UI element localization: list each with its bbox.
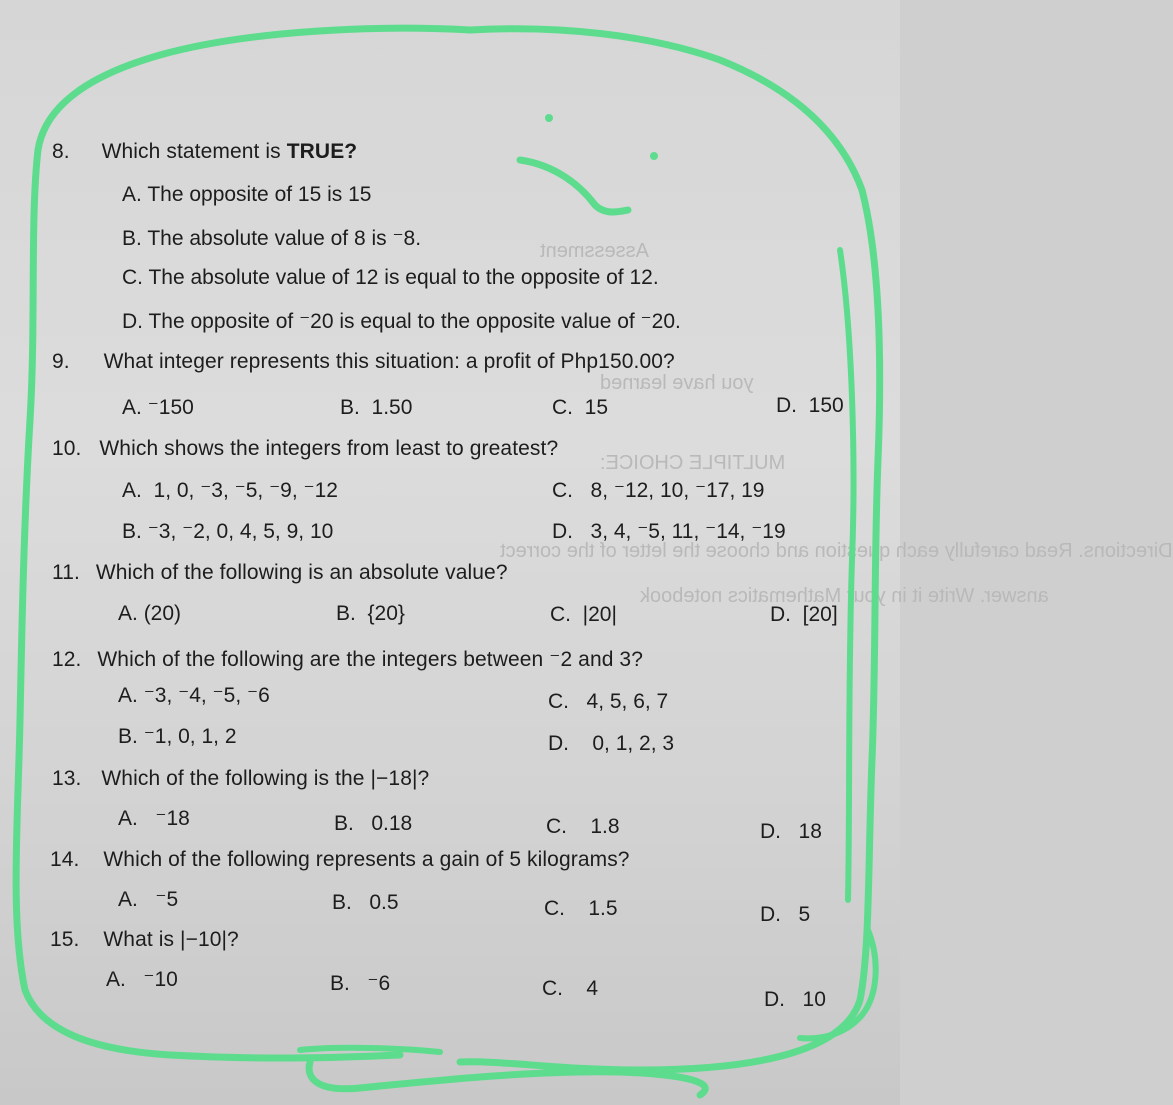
option-text: 10 [802,988,826,1011]
option-10c [552,478,764,503]
option-text: The absolute value of 8 is ⁻8. [147,227,422,250]
option-letter: D. [764,988,785,1011]
question-number: 11. [52,561,80,584]
option-9d [776,394,844,418]
option-text: (20) [143,602,182,625]
question-number: 14. [50,848,80,871]
option-letter: C. [122,266,143,289]
option-text: The opposite of ⁻20 is equal to the opposite value of ⁻20. [148,310,681,333]
option-text: 15 [584,396,609,419]
option-text: 0.5 [369,891,399,914]
option-text: 18 [798,820,822,843]
question-number: 15. [50,928,80,951]
question-number: 9. [52,350,70,373]
option-letter: C. [548,690,569,713]
option-12b [118,724,237,749]
option-letter: D. [770,603,791,626]
option-letter: B. [332,891,352,914]
option-letter: C. [552,396,573,419]
option-15b [330,971,390,996]
option-letter: B. [118,725,138,748]
option-letter: C. [542,977,563,1000]
question-11 [52,561,508,585]
option-text: {20} [367,602,405,625]
option-10a [122,478,338,503]
option-letter: B. [122,227,142,250]
question-15 [50,928,239,952]
option-15d [764,988,826,1012]
option-text: 1.8 [590,815,620,838]
question-number: 12. [52,648,82,671]
option-13b [334,812,412,836]
option-letter: A. [118,888,138,911]
bleed-through-decoration: Assessment [540,240,649,262]
option-text: 1.50 [371,396,413,419]
option-letter: A. [122,183,142,206]
option-12a [118,683,270,708]
option-letter: A. [122,479,142,502]
option-9a [122,395,194,420]
option-letter: A. [118,684,138,707]
option-12d [548,732,674,756]
option-letter: B. [330,972,350,995]
option-8d [122,309,681,334]
question-text: What integer represents this situation: a profit of Php150.00? [103,350,675,373]
option-text: ⁻18 [155,807,190,830]
question-text: Which statement is [101,140,287,163]
option-8b [122,226,421,251]
question-8 [52,140,357,164]
option-letter: A. [122,396,142,419]
option-text: 0.18 [371,812,413,835]
option-letter: A. [106,968,126,991]
option-letter: C. [552,479,573,502]
question-14 [50,848,630,872]
bleed-through-decoration: answer. Write it in your Mathematics notebook [640,585,1049,607]
option-text: 8, ⁻12, 10, ⁻17, 19 [590,479,765,502]
option-letter: D. [776,394,797,417]
option-letter: C. [544,897,565,920]
option-text: The opposite of 15 is 15 [147,183,372,206]
question-text: Which shows the integers from least to greatest? [99,437,559,460]
option-12c [548,690,668,714]
option-text: ⁻3, ⁻4, ⁻5, ⁻6 [143,684,270,707]
question-number: 8. [52,140,70,163]
option-text: |20| [582,603,617,626]
option-9b [340,396,412,420]
option-letter: B. [334,812,354,835]
question-text: Which of the following represents a gain of 5 kilograms? [103,848,630,871]
option-15c [542,977,598,1001]
option-14b [332,891,399,915]
option-14a [118,887,178,912]
question-text: What is |−10|? [103,928,239,951]
option-text: 150 [808,394,844,417]
bleed-through-decoration: you have learned [600,372,754,394]
question-10 [52,437,558,461]
option-text: [20] [802,603,838,626]
option-letter: A. [118,807,138,830]
option-letter: D. [760,820,781,843]
option-15a [106,967,178,992]
option-11a [118,602,181,626]
bleed-through-decoration: MULTIPLE CHOICE: [600,452,786,474]
option-text: 1, 0, ⁻3, ⁻5, ⁻9, ⁻12 [153,479,338,502]
option-text: ⁻3, ⁻2, 0, 4, 5, 9, 10 [147,520,334,543]
option-letter: B. [336,602,356,625]
option-13c [546,815,620,839]
option-8a [122,183,371,207]
option-10d [552,519,786,544]
option-letter: B. [122,520,142,543]
option-letter: C. [546,815,567,838]
option-text: 4 [586,977,599,1000]
option-13d [760,820,822,844]
option-text: 4, 5, 6, 7 [586,690,669,713]
option-text: ⁻150 [147,396,194,419]
option-9c [552,396,608,420]
option-letter: C. [550,603,571,626]
question-text: Which of the following is the |−18|? [101,767,430,790]
option-text: 1.5 [588,897,618,920]
question-number: 10. [52,437,82,460]
option-text: 0, 1, 2, 3 [592,732,675,755]
option-letter: A. [118,602,138,625]
option-text: ⁻5 [155,888,179,911]
question-9 [52,350,675,374]
option-13a [118,806,190,831]
option-10b [122,519,333,544]
question-text: Which of the following are the integers between ⁻2 and 3? [97,648,643,671]
option-text: 3, 4, ⁻5, 11, ⁻14, ⁻19 [590,520,786,543]
option-text: ⁻6 [367,972,391,995]
question-13 [52,767,429,791]
option-14c [544,897,618,921]
option-text: ⁻1, 0, 1, 2 [143,725,237,748]
option-letter: D. [122,310,143,333]
option-8c [122,266,659,290]
option-11b [336,602,405,626]
question-12 [52,647,643,672]
question-number: 13. [52,767,82,790]
option-letter: D. [760,903,781,926]
option-11c [550,603,617,627]
question-text-bold: TRUE? [286,140,358,163]
question-text: Which of the following is an absolute value? [95,561,508,584]
option-text: 5 [798,903,811,926]
bleed-through-decoration: Directions. Read carefully each question and choose the letter of the correct [500,540,1173,562]
option-letter: D. [548,732,569,755]
option-letter: D. [552,520,573,543]
option-11d [770,603,838,627]
option-text: The absolute value of 12 is equal to the opposite of 12. [148,266,659,289]
option-14d [760,903,810,927]
option-letter: B. [340,396,360,419]
option-text: ⁻10 [143,968,178,991]
